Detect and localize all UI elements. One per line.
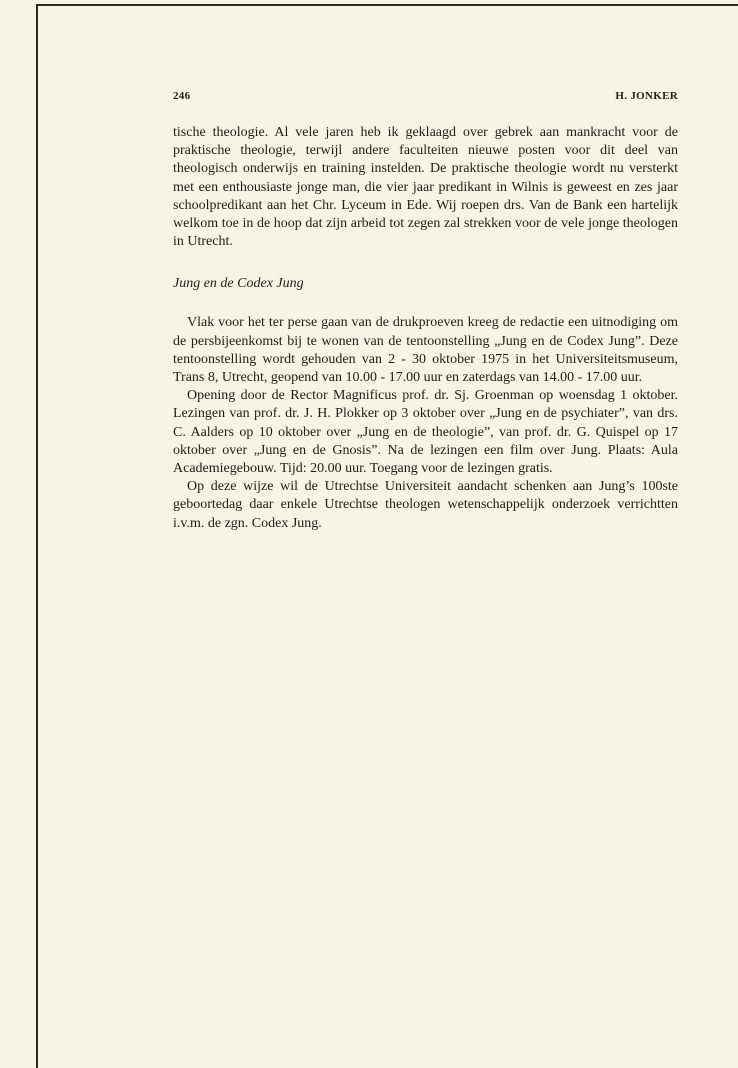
section-heading: Jung en de Codex Jung xyxy=(173,276,304,292)
paragraph-continuation: tische theologie. Al vele jaren heb ik geklaagd over gebrek aan mankracht voor de praktische theologie, terwijl andere faculteiten nieuwe posten voor dit deel van theologisch onderwijs en training instelden. De praktische theologie wordt nu versterkt met een enthousiaste jonge man, die vier jaar predikant in Wilnis is geweest en zes jaar schoolpredikant aan het Chr. Lyceum in Ede. Wij roepen drs. Van de Bank een hartelijk welkom toe in de hoop dat zijn arbeid tot zegen zal strekken voor de vele jonge theologen in Utrecht. xyxy=(173,125,678,250)
paragraph-exhibition: Vlak voor het ter perse gaan van de drukproeven kreeg de redactie een uitnodiging om de persbijeenkomst bij te wonen van de tentoonstelling „Jung en de Codex Jung”. Deze tentoonstelling wordt gehouden van 2 - 30 oktober 1975 in het Universiteitsmuseum, Trans 8, Utrecht, geopend van 10.00 - 17.00 uur en zaterdags van 14.00 - 17.00 uur. xyxy=(173,315,678,386)
page xyxy=(173,88,678,533)
paragraph-closing: Op deze wijze wil de Utrechtse Universiteit aandacht schenken aan Jung’s 100ste geboortedag daar enkele Utrechtse theologen wetenschappelijk onderzoek verrichtten i.v.m. de zgn. Codex Jung. xyxy=(173,479,678,531)
running-head xyxy=(173,88,678,108)
running-head-author: H. JONKER xyxy=(615,90,678,102)
page-number: 246 xyxy=(173,90,191,102)
scan-border-left xyxy=(36,4,38,1068)
paragraph-lectures: Opening door de Rector Magnificus prof. dr. Sj. Groenman op woensdag 1 oktober. Lezingen van prof. dr. J. H. Plokker op 3 oktober over „Jung en de psychiater”, van drs. C. Aalders op 10 oktober over „Jung en de theologie”, van prof. dr. G. Quispel op 17 oktober over „Jung en de Gnosis”. Na de lezingen een film over Jung. Plaats: Aula Academiegebouw. Tijd: 20.00 uur. Toegang voor de lezingen gratis. xyxy=(173,388,678,477)
body-text xyxy=(173,124,678,533)
scan-border-top xyxy=(36,4,738,6)
